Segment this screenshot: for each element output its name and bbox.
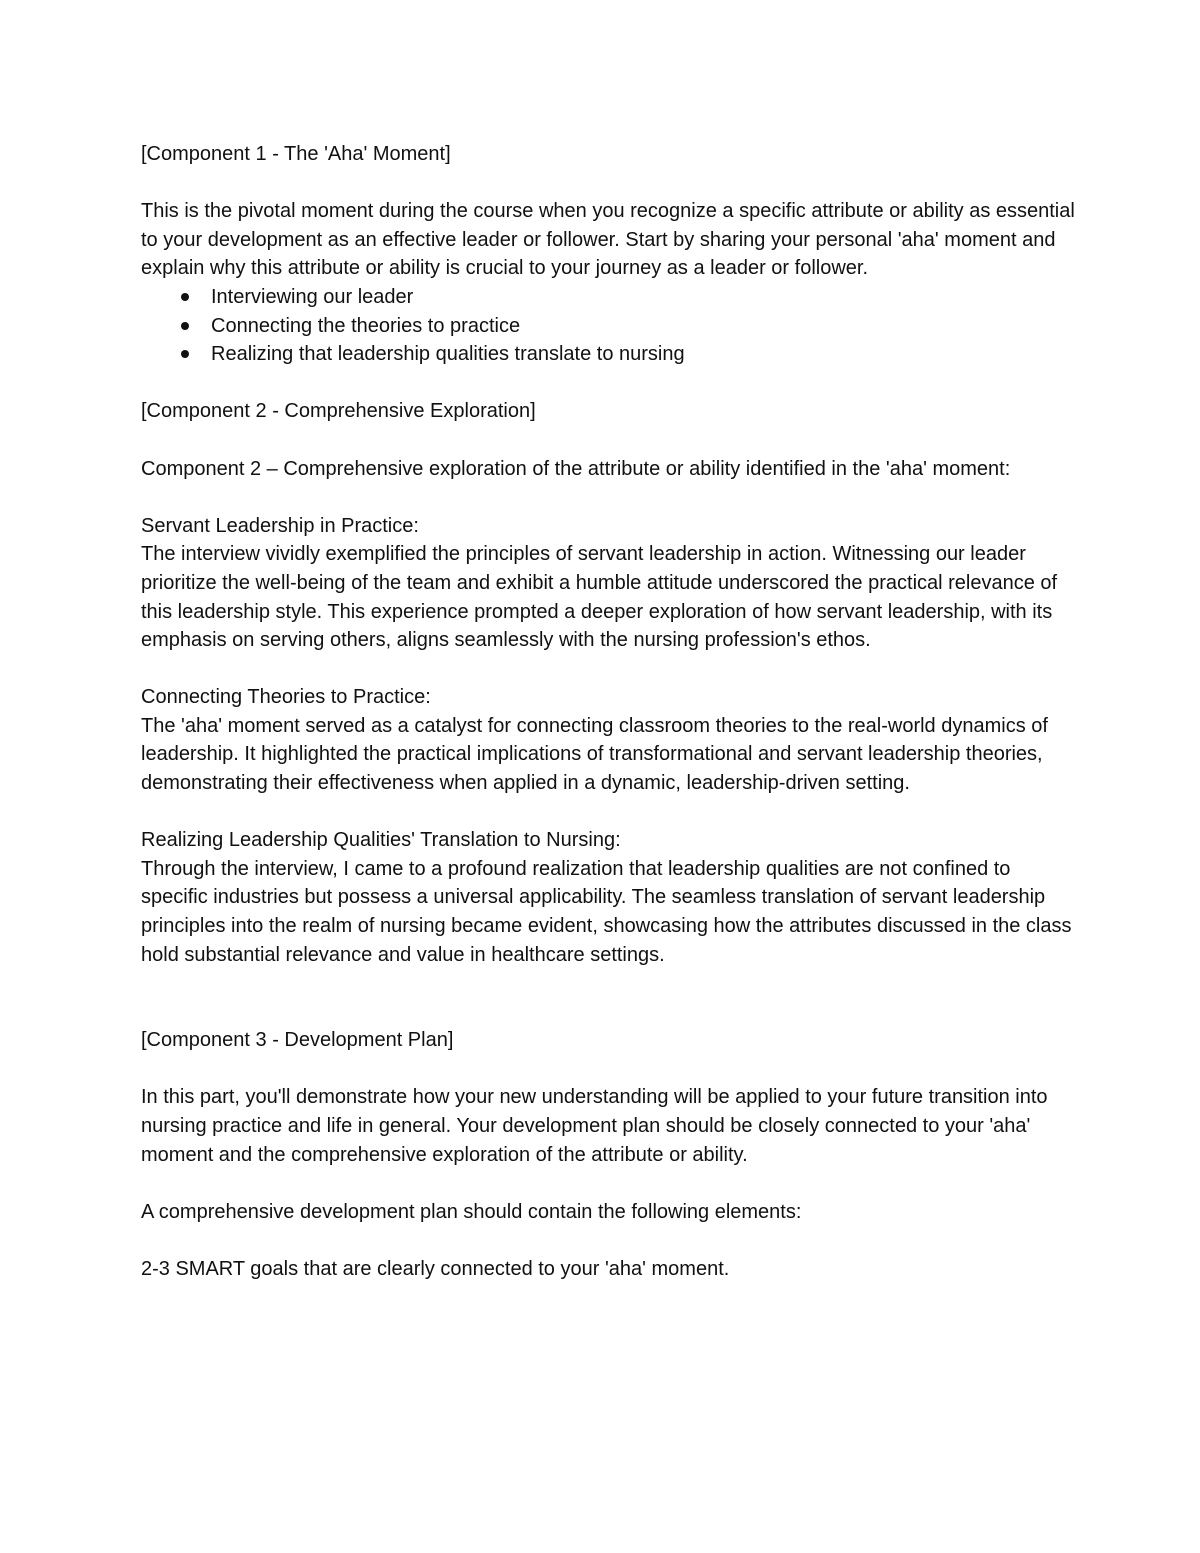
section-body-leadership-translation: Through the interview, I came to a profound realization that leadership qualities are not confined to specific industries but possess a universal applicability. The seamless translation of servant leadership principles into the realm of nursing became evident, showcasing how the attributes discussed in the class hold substantial relevance and value in healthcare settings.	[141, 857, 1072, 966]
list-item	[211, 312, 1081, 341]
section-title-leadership-translation: Realizing Leadership Qualities' Translation to Nursing:	[141, 829, 621, 852]
section-body-servant-leadership: The interview vividly exemplified the principles of servant leadership in action. Witnessing our leader prioritize the well-being of the team and exhibit a humble attitude underscored the practical relevance of this leadership style. This experience prompted a deeper exploration of how servant leadership, with its emphasis on serving others, aligns seamlessly with the nursing profession's ethos.	[141, 543, 1058, 652]
list-item-text: Connecting the theories to practice	[211, 314, 521, 337]
component3-heading: [Component 3 - Development Plan]	[141, 1029, 454, 1052]
list-item	[211, 283, 1081, 312]
bullet-icon	[181, 322, 189, 330]
document-page	[141, 140, 1081, 1284]
section-title-servant-leadership: Servant Leadership in Practice:	[141, 514, 419, 537]
section-body-connecting-theories: The 'aha' moment served as a catalyst for connecting classroom theories to the real-world dynamics of leadership. It highlighted the practical implications of transformational and servant leadership theories, demonstrating their effectiveness when applied in a dynamic, leadership-driven setting.	[141, 714, 1048, 795]
list-item-text: Interviewing our leader	[211, 285, 414, 308]
bullet-icon	[181, 293, 189, 301]
component1-heading: [Component 1 - The 'Aha' Moment]	[141, 143, 451, 165]
component1-bullet-list	[141, 283, 1081, 369]
list-item-text: Realizing that leadership qualities translate to nursing	[211, 343, 685, 366]
component2-heading: [Component 2 - Comprehensive Exploration]	[141, 400, 536, 423]
section-title-connecting-theories: Connecting Theories to Practice:	[141, 686, 431, 709]
component3-goals: 2-3 SMART goals that are clearly connected to your 'aha' moment.	[141, 1257, 730, 1280]
component2-intro: Component 2 – Comprehensive exploration of the attribute or ability identified in the 'aha' moment:	[141, 457, 1011, 480]
list-item	[211, 340, 1081, 369]
component3-elements-intro: A comprehensive development plan should contain the following elements:	[141, 1200, 802, 1223]
component3-intro: In this part, you'll demonstrate how your new understanding will be applied to your future transition into nursing practice and life in general. Your development plan should be closely connected to your 'aha' moment and the comprehensive exploration of the attribute or ability.	[141, 1086, 1048, 1166]
component1-intro: This is the pivotal moment during the course when you recognize a specific attribute or ability as essential to your development as an effective leader or follower. Start by sharing your personal 'aha' moment and explain why this attribute or ability is crucial to your journey as a leader or follower.	[141, 200, 1075, 280]
bullet-icon	[181, 350, 189, 358]
